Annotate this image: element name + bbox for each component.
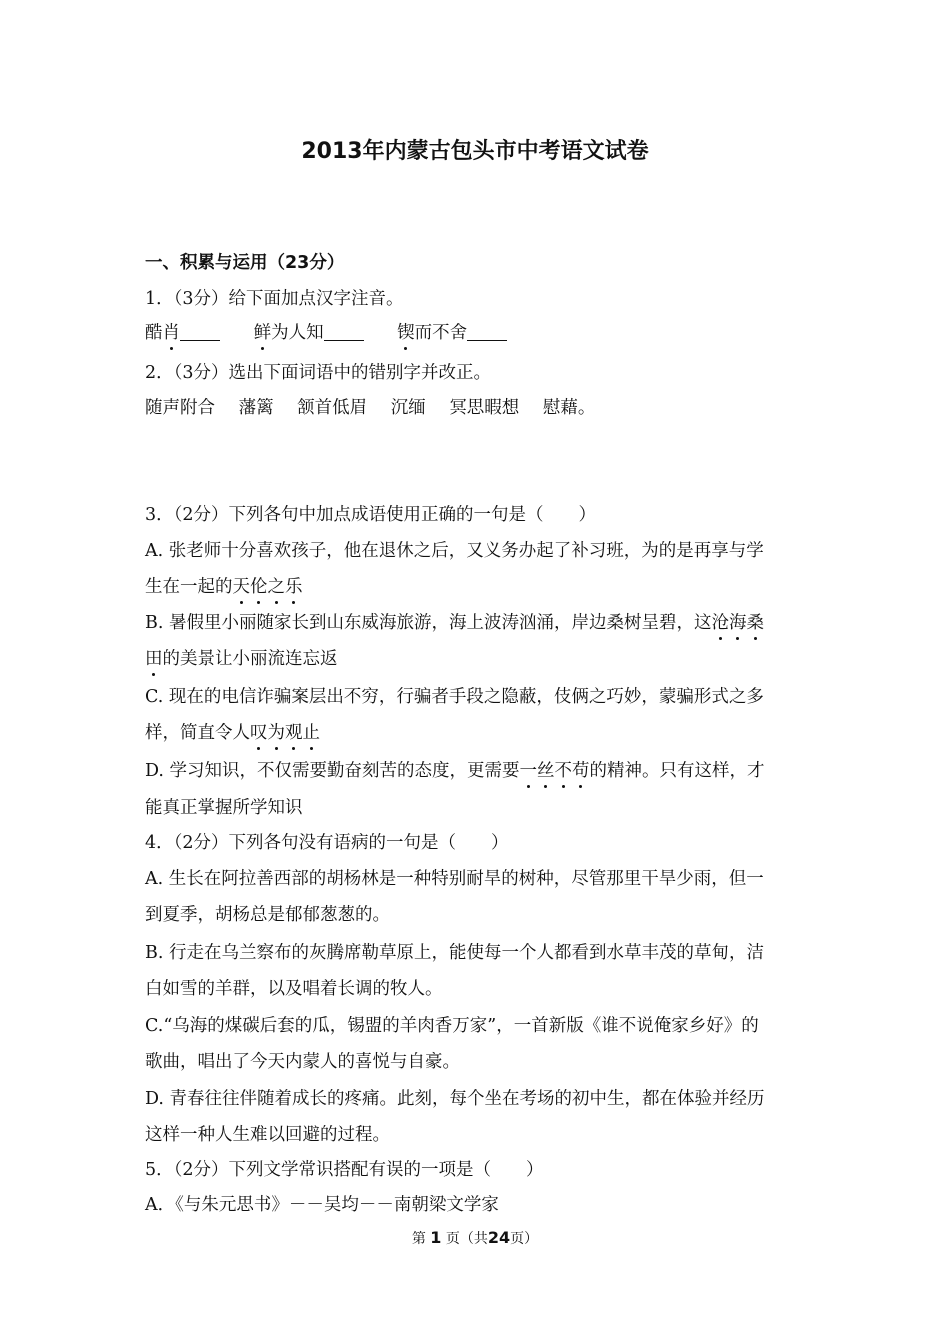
option-b-line: 白如雪的羊群，以及唱着长调的牧人。 [145, 979, 443, 999]
page-title: 2013年内蒙古包头市中考语文试卷 [301, 139, 649, 164]
dotted-idiom: 天伦之乐 [233, 577, 303, 597]
answer-blank [180, 322, 220, 341]
dotted-idiom: 叹为观止 [250, 723, 320, 743]
option-c-line: C.“乌海的煤碳后套的瓜，锡盟的羊肉香万家”，一首新版《谁不说俺家乡好》的 [145, 1016, 759, 1036]
option-c-line: C. 现在的电信诈骗案层出不穷，行骗者手段之隐蔽，伎俩之巧妙，蒙骗形式之多 [145, 687, 764, 707]
word-item: 藩篱 [238, 398, 274, 418]
option-a-line: A. 张老师十分喜欢孩子，他在退休之后，又义务办起了补习班，为的是再享与学 [145, 541, 764, 561]
answer-blank [467, 322, 507, 341]
option-d-line: D. 青春往往伴随着成长的疼痛。此刻，每个坐在考场的初中生，都在体验并经历 [145, 1089, 765, 1109]
question-2-words [145, 390, 810, 426]
option-c-line: 样，简直令人叹为观止 [145, 715, 810, 751]
dotted-idiom: 一丝不苟 [520, 761, 590, 781]
option-b-line: 田的美景让小丽流连忘返 [145, 641, 810, 677]
page-total: 24 [487, 1228, 511, 1247]
option-b-line: B. 暑假里小丽随家长到山东威海旅游，海上波涛汹涌，岸边桑树呈碧，这沧海桑 [145, 605, 810, 641]
word-item: 随声附合 [145, 398, 215, 418]
option-d-line: 这样一种人生难以回避的过程。 [145, 1125, 390, 1145]
page-number: 1 [430, 1228, 442, 1247]
word-item: 颔首低眉 [297, 398, 368, 418]
word-2: 鲜为人知 [254, 323, 324, 343]
word-1: 酷肖 [145, 323, 180, 343]
question-1-stem: 1．（3分）给下面加点汉字注音。 [145, 289, 404, 309]
question-5-stem: 5．（2分）下列文学常识搭配有误的一项是（ ） [145, 1160, 544, 1180]
word-3: 锲而不舍 [397, 323, 467, 343]
option-c-line: 歌曲，唱出了今天内蒙人的喜悦与自豪。 [145, 1052, 460, 1072]
option-d-line: D. 学习知识，不仅需要勤奋刻苦的态度，更需要一丝不苟的精神。只有这样，才 [145, 753, 810, 789]
question-2-stem: 2．（3分）选出下面词语中的错别字并改正。 [145, 363, 492, 383]
answer-blank [324, 322, 364, 341]
option-a-line: 生在一起的天伦之乐 [145, 569, 810, 605]
option-a-line: 到夏季，胡杨总是郁郁葱葱的。 [145, 905, 390, 925]
question-1-words [145, 315, 810, 351]
question-3-stem: 3．（2分）下列各句中加点成语使用正确的一句是（ ） [145, 505, 597, 525]
word-item: 冥思暇想 [449, 398, 520, 418]
word-item: 慰藉。 [542, 398, 596, 418]
question-4-stem: 4．（2分）下列各句没有语病的一句是（ ） [145, 833, 509, 853]
option-b-line: B. 行走在乌兰察布的灰腾席勒草原上，能使每一个人都看到水草丰茂的草甸，洁 [145, 943, 764, 963]
option-d-line: 能真正掌握所学知识 [145, 798, 303, 818]
page-footer: 第 1 页（共24页） [411, 1228, 539, 1247]
option-a-line: A．《与朱元思书》－－吴均－－南朝梁文学家 [145, 1195, 499, 1215]
section-heading: 一、积累与运用（23分） [145, 253, 345, 273]
dotted-idiom: 沧海桑 [711, 613, 764, 633]
word-item: 沉缅 [390, 398, 426, 418]
option-a-line: A. 生长在阿拉善西部的胡杨林是一种特别耐旱的树种，尽管那里干旱少雨，但一 [145, 869, 764, 889]
